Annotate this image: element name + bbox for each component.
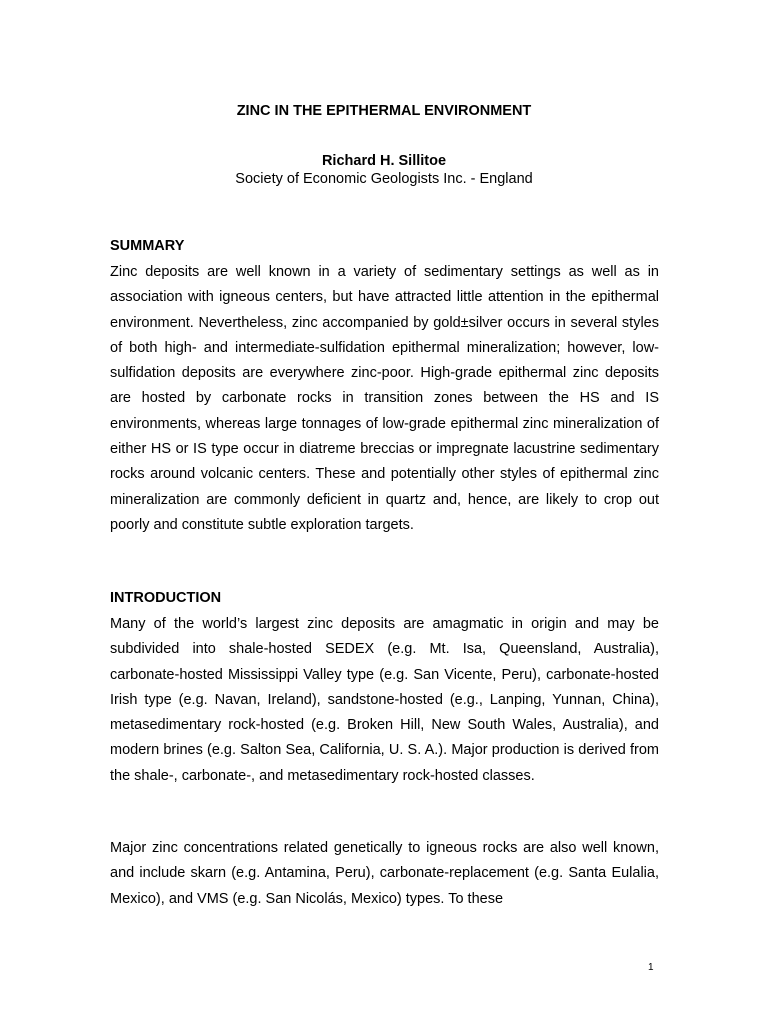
introduction-continued-section xyxy=(110,836,659,912)
introduction-heading: INTRODUCTION xyxy=(110,590,222,606)
summary-heading: SUMMARY xyxy=(110,238,185,254)
author-affiliation: Society of Economic Geologists Inc. - England xyxy=(235,171,533,187)
page-number: 1 xyxy=(648,962,654,973)
introduction-paragraph-2: Major zinc concentrations related genetically to igneous rocks are also well known, and include skarn (e.g. Antamina, Peru), carbonate-replacement (e.g. Santa Eulalia, Mexico), and VMS (e.g. San Nicolás, Mexico) types. To these xyxy=(110,840,659,907)
summary-paragraph: Zinc deposits are well known in a variety of sedimentary settings as well as in association with igneous centers, but have attracted little attention in the epithermal environment. Nevertheless, zinc accompanied by gold±silver occurs in several styles of both high- and intermediate-sulfidation epithermal mineralization; however, low-sulfidation deposits are everywhere zinc-poor. High-grade epithermal zinc deposits are hosted by carbonate rocks in transition zones between the HS and IS environments, whereas large tonnages of low-grade epithermal zinc mineralization of either HS or IS type occur in diatreme breccias or impregnate lacustrine sedimentary rocks around volcanic centers. These and potentially other styles of epithermal zinc mineralization are commonly deficient in quartz and, hence, are likely to crop out poorly and constitute subtle exploration targets. xyxy=(110,264,659,533)
summary-section xyxy=(110,236,659,538)
introduction-paragraph-1: Many of the world’s largest zinc deposits are amagmatic in origin and may be subdivided into shale-hosted SEDEX (e.g. Mt. Isa, Queensland, Australia), carbonate-hosted Mississippi Valley type (e.g. San Vicente, Peru), carbonate-hosted Irish type (e.g. Navan, Ireland), sandstone-hosted (e.g., Lanping, Yunnan, China), metasedimentary rock-hosted (e.g. Broken Hill, New South Wales, Australia), and modern brines (e.g. Salton Sea, California, U. S. A.). Major production is derived from the shale-, carbonate-, and metasedimentary rock-hosted classes. xyxy=(110,616,659,784)
document-title: ZINC IN THE EPITHERMAL ENVIRONMENT xyxy=(236,103,532,119)
author-name: Richard H. Sillitoe xyxy=(321,153,447,169)
introduction-section xyxy=(110,588,659,789)
